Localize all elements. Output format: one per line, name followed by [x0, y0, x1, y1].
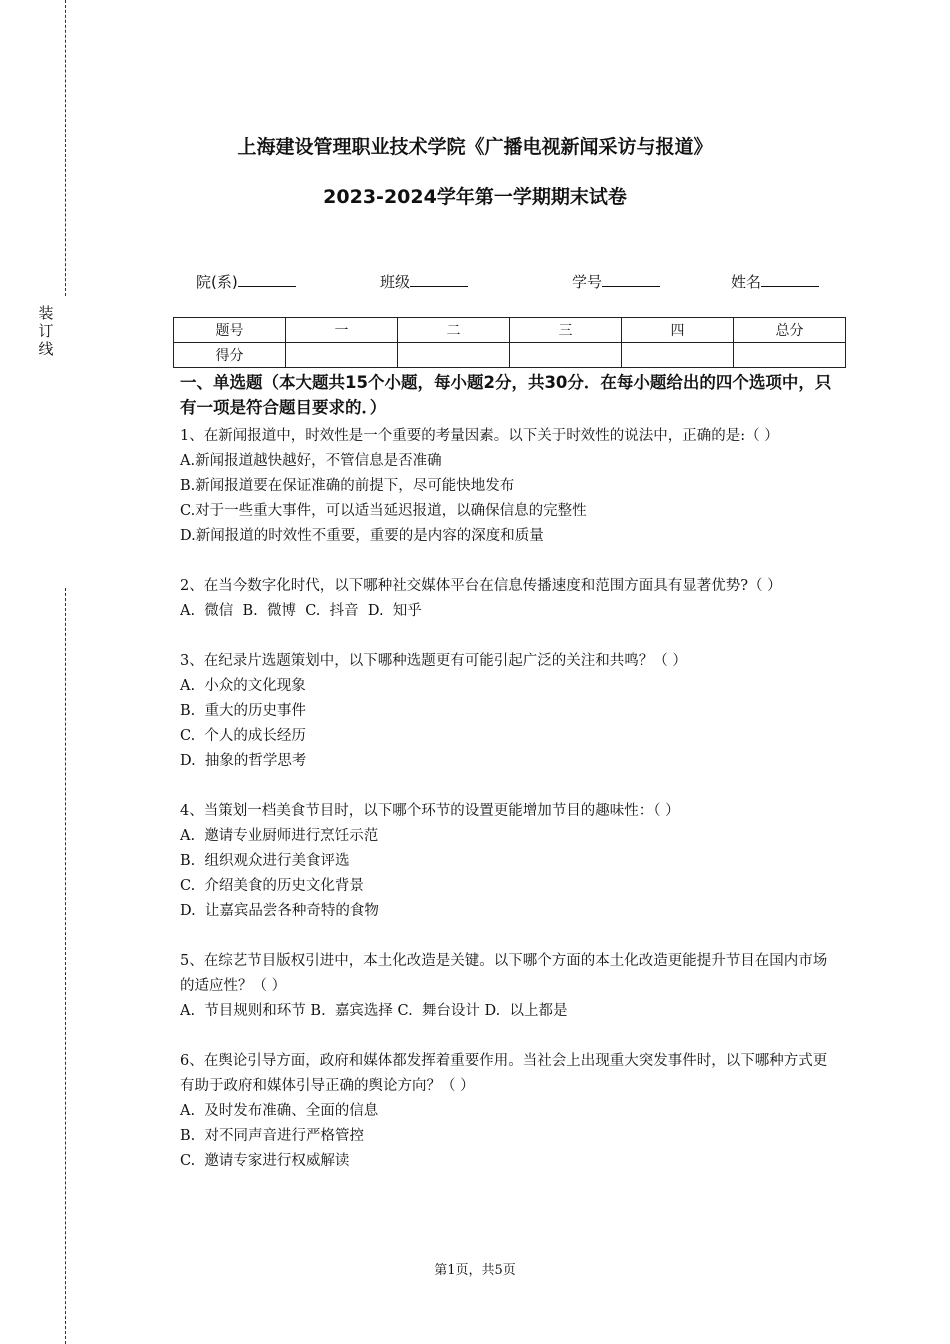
student-id-blank[interactable]	[602, 270, 660, 287]
answer-option: A. 及时发布准确、全面的信息	[180, 1103, 379, 1119]
department-field	[196, 270, 296, 292]
answer-option: C. 介绍美食的历史文化背景	[180, 878, 364, 894]
score-entry-cell[interactable]	[286, 343, 398, 368]
name-blank[interactable]	[761, 270, 819, 287]
question-stem: 3、在纪录片选题策划中，以下哪种选题更有可能引起广泛的关注和共鸣？（ ）	[180, 653, 687, 669]
score-table-header-row	[174, 318, 846, 343]
exam-title-line2: 2023-2024学年第一学期期末试卷	[323, 186, 627, 208]
answer-option: A. 微信 B. 微博 C. 抖音 D. 知乎	[180, 603, 422, 619]
answer-option: D. 抽象的哲学思考	[180, 753, 307, 769]
answer-option: B. 组织观众进行美食评选	[180, 853, 350, 869]
question-item	[180, 1049, 840, 1174]
score-cell: 一	[286, 318, 398, 343]
question-item	[180, 574, 840, 624]
score-entry-cell[interactable]	[510, 343, 622, 368]
class-field	[380, 270, 468, 292]
answer-option: D.新闻报道的时效性不重要，重要的是内容的深度和质量	[180, 528, 544, 544]
section-heading: 一、单选题（本大题共15个小题，每小题2分，共30分．在每小题给出的四个选项中，只有一项是符合题目要求的．）	[180, 373, 832, 417]
student-id-field	[572, 270, 660, 292]
answer-option: C. 个人的成长经历	[180, 728, 306, 744]
score-cell: 得分	[174, 343, 286, 368]
score-cell: 二	[398, 318, 510, 343]
binding-char: 装	[38, 304, 54, 322]
answer-option: D. 让嘉宾品尝各种奇特的食物	[180, 903, 379, 919]
question-stem: 1、在新闻报道中，时效性是一个重要的考量因素。以下关于时效性的说法中，正确的是:（ ）	[180, 428, 779, 444]
class-blank[interactable]	[410, 270, 468, 287]
binding-label	[36, 304, 56, 358]
answer-option: A. 节目规则和环节 B. 嘉宾选择 C. 舞台设计 D. 以上都是	[180, 1003, 568, 1019]
score-cell: 四	[622, 318, 734, 343]
answer-option: B. 重大的历史事件	[180, 703, 306, 719]
score-table	[173, 317, 846, 368]
score-entry-cell[interactable]	[734, 343, 846, 368]
score-cell: 三	[510, 318, 622, 343]
score-entry-cell[interactable]	[622, 343, 734, 368]
question-stem: 4、当策划一档美食节目时，以下哪个环节的设置更能增加节目的趣味性：（ ）	[180, 803, 680, 819]
answer-option: C.对于一些重大事件，可以适当延迟报道，以确保信息的完整性	[180, 503, 587, 519]
student-id-label: 学号	[572, 273, 603, 291]
student-info-row	[0, 270, 950, 292]
answer-option: A.新闻报道越快越好，不管信息是否准确	[180, 453, 442, 469]
answer-option: B.新闻报道要在保证准确的前提下，尽可能快地发布	[180, 478, 515, 494]
name-label: 姓名	[731, 273, 762, 291]
question-stem: 2、在当今数字化时代，以下哪种社交媒体平台在信息传播速度和范围方面具有显著优势?（ ）	[180, 578, 782, 594]
score-entry-cell[interactable]	[398, 343, 510, 368]
score-cell: 题号	[174, 318, 286, 343]
page-footer: 第1页，共5页	[434, 1263, 516, 1278]
question-stem: 6、在舆论引导方面，政府和媒体都发挥着重要作用。当社会上出现重大突发事件时，以下哪种方式更有助于政府和媒体引导正确的舆论方向？（ ）	[180, 1053, 828, 1094]
binding-char: 订	[38, 322, 54, 340]
class-label: 班级	[380, 273, 411, 291]
question-stem: 5、在综艺节目版权引进中，本土化改造是关键。以下哪个方面的本土化改造更能提升节目在国内市场的适应性？（ ）	[180, 953, 828, 994]
exam-content	[180, 370, 840, 1199]
score-table-score-row	[174, 343, 846, 368]
question-item	[180, 649, 840, 774]
exam-title-line1: 上海建设管理职业技术学院《广播电视新闻采访与报道》	[237, 136, 713, 158]
answer-option: A. 邀请专业厨师进行烹饪示范	[180, 828, 379, 844]
question-item	[180, 799, 840, 924]
question-item	[180, 949, 840, 1024]
binding-dashed-line-bottom	[65, 588, 66, 1344]
answer-option: B. 对不同声音进行严格管控	[180, 1128, 364, 1144]
answer-option: C. 邀请专家进行权威解读	[180, 1153, 350, 1169]
binding-char: 线	[38, 340, 54, 358]
answer-option: A. 小众的文化现象	[180, 678, 306, 694]
department-label: 院(系)	[196, 273, 238, 291]
department-blank[interactable]	[238, 270, 296, 287]
question-item	[180, 424, 840, 549]
score-cell: 总分	[734, 318, 846, 343]
name-field	[731, 270, 819, 292]
